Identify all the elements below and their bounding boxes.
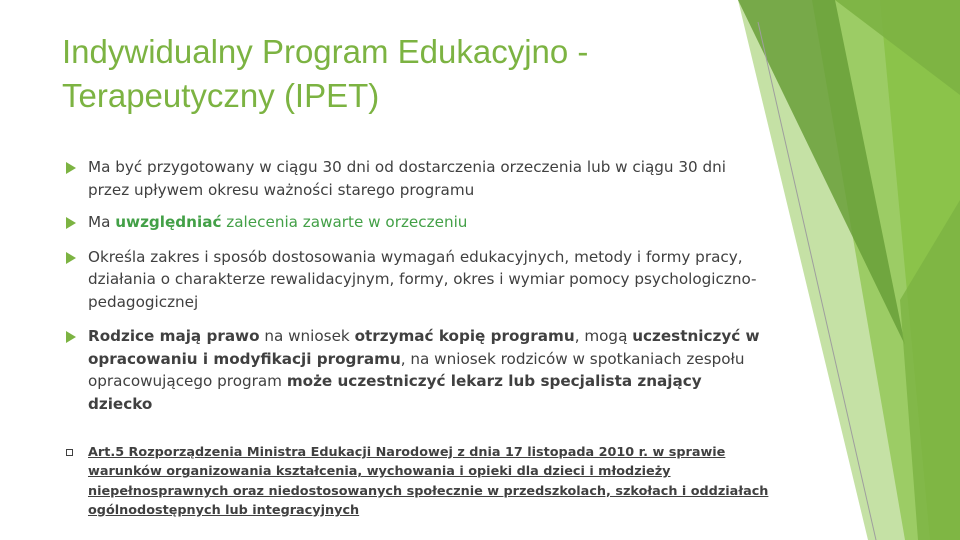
legal-reference-link[interactable]: Art.5 Rozporządzenia Ministra Edukacji Narodowej z dnia 17 listopada 2010 r. w sprawie warunków organizowania kształcenia, wychowania i opieki dla dzieci i młodzieży niepełnosprawnych oraz niedostosowanych społecznie w przedszkolach, szkołach i oddziałach ogólnodostępnych lub integracyjnych (88, 445, 769, 518)
bullet-bold: Rodzice mają prawo (88, 327, 260, 345)
bullet-highlight: uwzględniać (115, 213, 222, 231)
arrow-bullet-icon (66, 217, 76, 229)
bullet-text: Ma być przygotowany w ciągu 30 dni od dostarczenia orzeczenia lub w ciągu 30 dni przez upływem okresu ważności starego programu (88, 158, 727, 199)
slide-title: Indywidualny Program Edukacyjno - Terapeutyczny (IPET) (62, 33, 589, 114)
checkbox-bullet-icon (66, 449, 73, 456)
bullet-item (66, 246, 766, 314)
bullet-text: , na wniosek rodziców w spotkaniach zespołu opracowującego program (88, 349, 745, 390)
bullet-list (66, 156, 766, 425)
bullet-text: Określa zakres i sposób dostosowania wymagań edukacyjnych, metody i formy pracy, działania o charakterze rewalidacyjnym, formy, okres i wymiar pomocy psychologiczno-pedagogicznej (88, 247, 757, 311)
bullet-text-green: zalecenia zawarte w orzeczeniu (221, 213, 468, 231)
arrow-bullet-icon (66, 331, 76, 343)
bullet-text: , mogą (574, 327, 633, 345)
bullet-text: na wniosek (259, 327, 355, 345)
bullet-item (66, 325, 766, 415)
arrow-bullet-icon (66, 162, 76, 174)
bullet-item (66, 156, 766, 201)
bullet-text: Ma (88, 213, 116, 231)
bullet-bold: uczestniczyć w opracowaniu i modyfikacji programu (88, 327, 760, 368)
bullet-item (66, 211, 766, 234)
bullet-bold: może uczestniczyć lekarz lub specjalista znający dziecko (88, 372, 702, 413)
bullet-bold: otrzymać kopię programu (354, 327, 575, 345)
arrow-bullet-icon (66, 252, 76, 264)
legal-reference (66, 443, 788, 520)
